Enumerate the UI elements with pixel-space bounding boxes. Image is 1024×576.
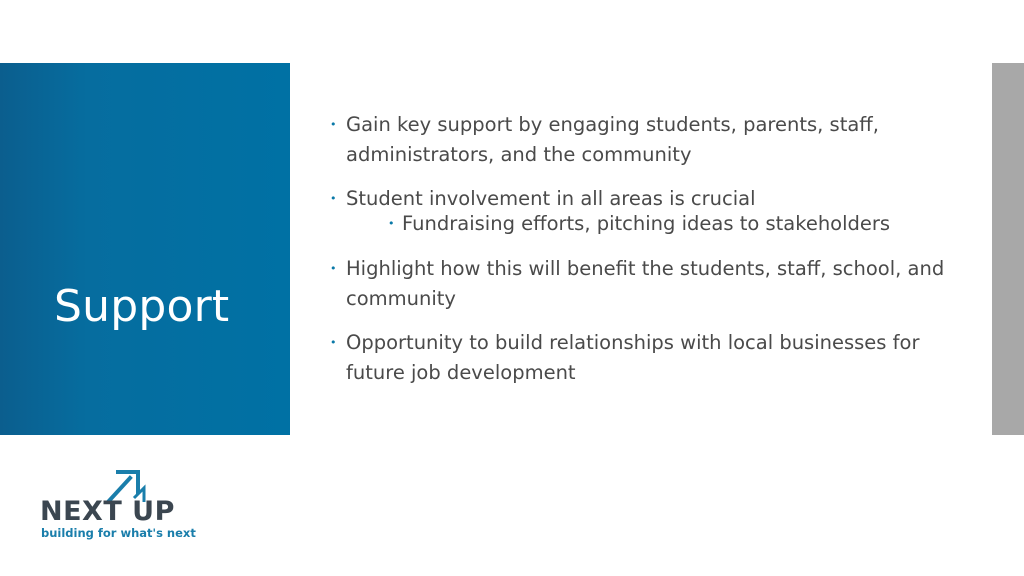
bullet-item: [330, 328, 950, 388]
bullet-text: Gain key support by engaging students, parents, staff, administrators, and the community: [346, 113, 879, 166]
bullet-text: Highlight how this will benefit the students, staff, school, and community: [346, 257, 945, 310]
bullet-icon: •: [330, 118, 337, 131]
sub-bullet-item: [388, 210, 950, 238]
bullet-item: [330, 254, 950, 314]
bullet-list: [330, 110, 950, 402]
bullet-icon: •: [330, 192, 337, 205]
bullet-icon: •: [330, 336, 337, 349]
bullet-icon: •: [388, 217, 395, 230]
side-accent-bar: [992, 63, 1024, 435]
bullet-item: [330, 110, 950, 170]
logo-tagline: building for what's next: [41, 526, 196, 540]
bullet-icon: •: [330, 262, 337, 275]
next-up-logo: [40, 468, 196, 544]
sub-bullet-text: Fundraising efforts, pitching ideas to stakeholders: [402, 212, 891, 235]
title-panel: [0, 63, 290, 435]
slide-title: Support: [54, 281, 230, 332]
bullet-text: Student involvement in all areas is crucial: [346, 187, 756, 210]
bullet-text: Opportunity to build relationships with local businesses for future job development: [346, 331, 920, 384]
logo-wordmark: NEXT UP: [40, 496, 175, 527]
